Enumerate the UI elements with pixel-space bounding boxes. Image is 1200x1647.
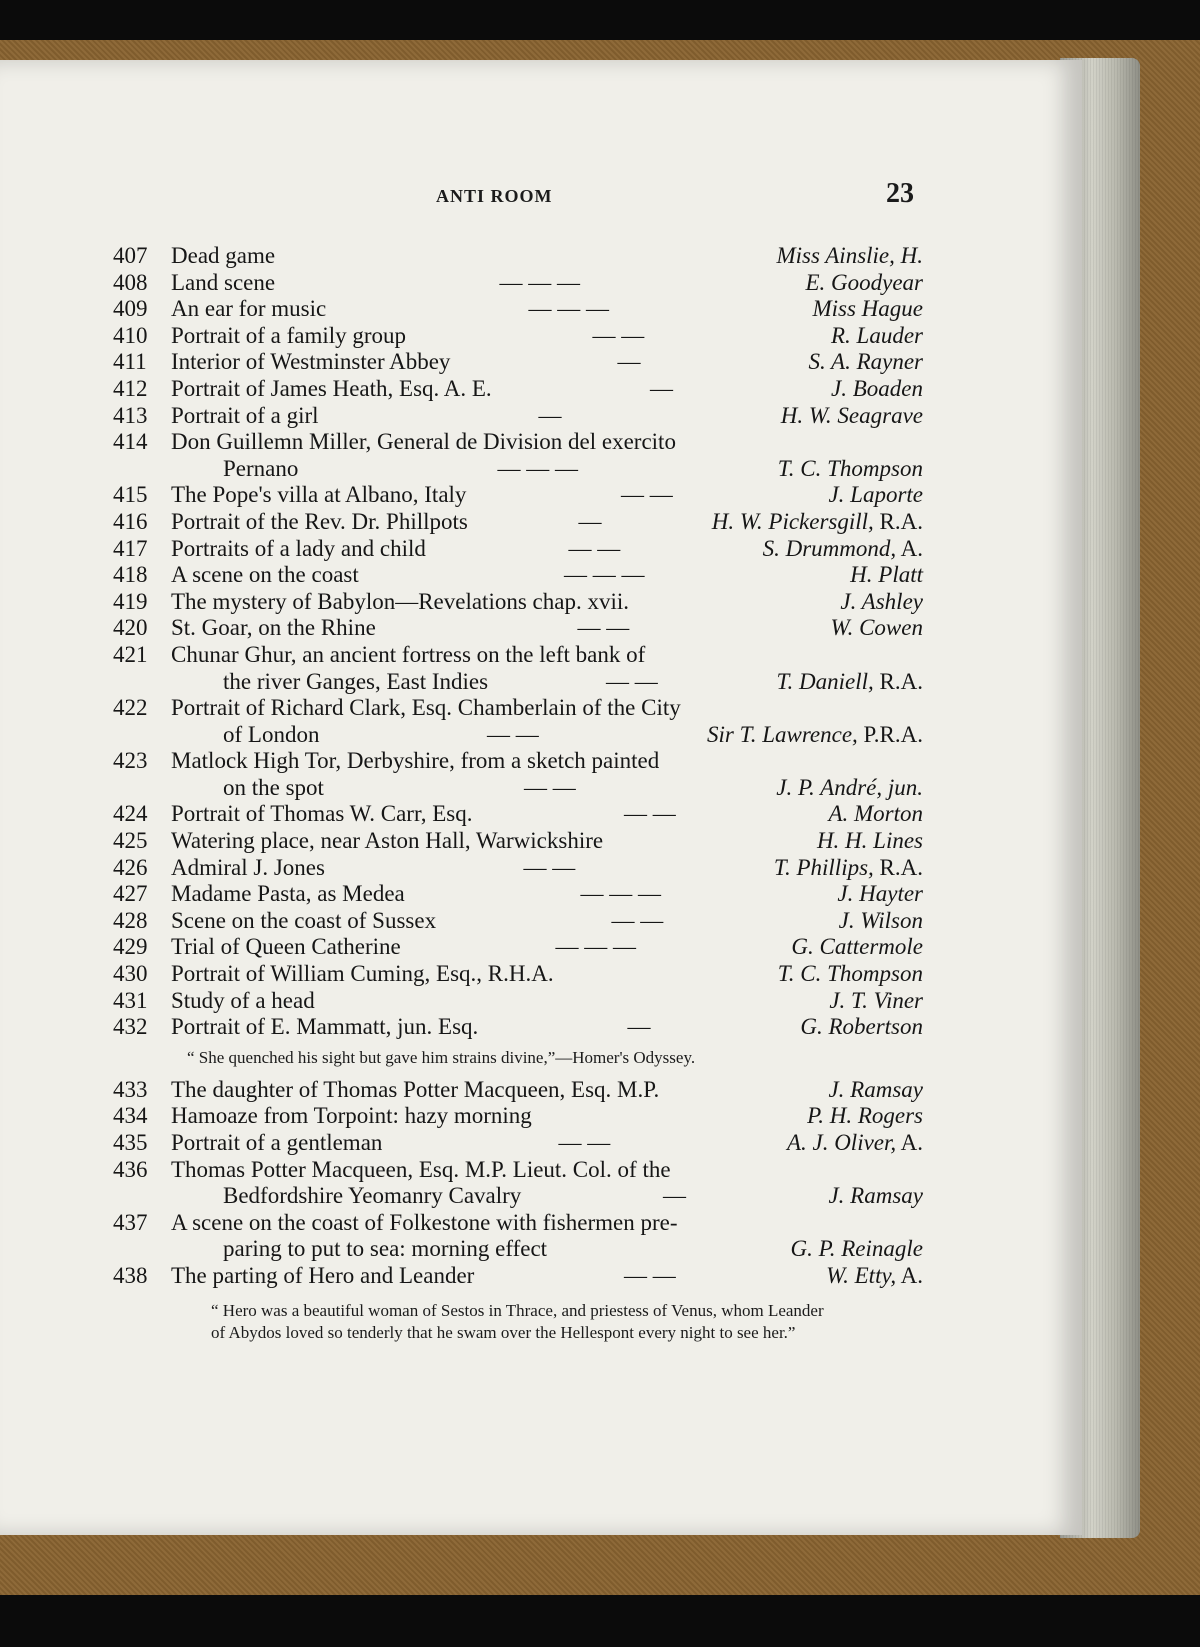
entry-number: 423 [113, 748, 148, 774]
catalogue-entry [113, 801, 923, 828]
entry-artist [787, 1130, 923, 1157]
entry-artist [817, 828, 923, 855]
artist-name: J. Ramsay [828, 1076, 923, 1102]
entry-artist [828, 1183, 923, 1210]
artist-name: E. Goodyear [805, 269, 923, 295]
entry-artist [831, 615, 923, 642]
entry-title: Study of a head [171, 987, 315, 1013]
leader-dashes: — — [592, 322, 645, 348]
artist-name: J. Ashley [840, 588, 923, 614]
entry-title: Portrait of James Heath, Esq. A. E. [171, 375, 492, 401]
entry-number: 411 [113, 349, 147, 375]
entry-artist [840, 589, 923, 616]
entry-artist [774, 855, 923, 882]
entry-title: Land scene [171, 269, 276, 295]
entry-title: Chunar Ghur, an ancient fortress on the left bank of [171, 641, 646, 667]
entry-title-continued: paring to put to sea: morning effect [223, 1236, 548, 1262]
artist-name: P. H. Rogers [807, 1103, 923, 1129]
entry-number: 418 [113, 562, 148, 588]
artist-name: J. Hayter [837, 881, 923, 907]
catalogue-entry [113, 615, 923, 642]
entry-artist [828, 482, 923, 509]
entry-number: 429 [113, 934, 148, 960]
entry-artist [763, 536, 923, 563]
entry-title-continued: the river Ganges, East Indies [223, 668, 489, 694]
entry-title: Trial of Queen Catherine [171, 934, 401, 960]
artist-name: W. Etty, [826, 1262, 897, 1288]
entry-number: 437 [113, 1209, 148, 1235]
entry-artist [776, 775, 923, 802]
leader-dashes: — — [611, 907, 664, 933]
artist-name: R. Lauder [831, 322, 923, 348]
entry-artist [800, 1014, 923, 1041]
artist-name: Sir T. Lawrence, [707, 721, 858, 747]
leader-dashes: — [650, 375, 673, 401]
catalogue-entry-continued [113, 456, 923, 483]
artist-name: H. W. Seagrave [780, 402, 923, 428]
entry-artist [831, 376, 923, 403]
catalogue-entry [113, 270, 923, 297]
leader-dashes: — — — [580, 881, 661, 907]
entry-number: 422 [113, 695, 148, 721]
leader-dashes: — — [568, 535, 621, 561]
leader-dashes: — — [621, 482, 673, 508]
catalogue-entry [113, 589, 923, 616]
entry-title: A scene on the coast of Folkestone with fishermen pre- [171, 1209, 678, 1235]
entry-title: St. Goar, on the Rhine [171, 615, 376, 641]
leader-dashes: — [627, 1014, 651, 1040]
entry-artist [776, 669, 923, 696]
leader-dashes: — [617, 349, 641, 375]
entry-title: Interior of Westminster Abbey [171, 349, 451, 375]
artist-suffix: P.R.A. [857, 721, 923, 747]
quote-hero: “ Hero was a beautiful woman of Sestos in Thrace, and priestess of Venus, whom Leander of Abydos loved so tenderly that he swam over the Hellespont every night to see her.” [211, 1300, 824, 1342]
catalogue-entry [113, 1210, 923, 1237]
artist-name: G. Robertson [800, 1014, 923, 1040]
entry-title: Portrait of Thomas W. Carr, Esq. [171, 801, 473, 827]
entry-title-continued: Pernano [223, 455, 299, 481]
entry-number: 438 [113, 1262, 148, 1288]
entry-title: Portrait of William Cuming, Esq., R.H.A. [171, 961, 554, 987]
entry-artist [828, 801, 923, 828]
artist-name: T. C. Thompson [777, 455, 923, 481]
artist-name: H. H. Lines [816, 828, 923, 854]
entry-title: Portraits of a lady and child [171, 535, 426, 561]
artist-name: Miss Ainslie, H. [776, 243, 923, 268]
artist-name: H. W. Pickersgill, [711, 508, 874, 534]
entry-number: 419 [113, 588, 148, 614]
entry-artist [826, 1263, 923, 1290]
leader-dashes: — — — [555, 934, 636, 960]
entry-number: 433 [113, 1076, 148, 1102]
entry-title: Portrait of the Rev. Dr. Phillpots [171, 508, 468, 534]
entry-number: 435 [113, 1130, 148, 1155]
entry-number: 412 [113, 375, 148, 401]
entry-list [113, 243, 923, 1041]
leader-dashes: — — [487, 721, 539, 747]
artist-name: S. A. Rayner [808, 349, 923, 375]
leader-dashes: — — — [528, 296, 609, 322]
entry-title: Thomas Potter Macqueen, Esq. M.P. Lieut. Col. of the [171, 1156, 671, 1182]
catalogue-entry [113, 349, 923, 376]
catalogue-entry [113, 642, 923, 669]
entry-artist [807, 1103, 923, 1130]
leader-dashes: — — [577, 615, 630, 641]
catalogue-entry [113, 536, 923, 563]
artist-name: W. Cowen [830, 615, 923, 641]
artist-suffix: R.A. [873, 854, 923, 880]
artist-name: J. T. Viner [829, 987, 923, 1013]
catalogue-entry [113, 1103, 923, 1130]
catalogue-entry [113, 961, 923, 988]
entry-number: 417 [113, 535, 148, 561]
entry-title: Hamoaze from Torpoint: hazy morning [171, 1103, 532, 1129]
entry-title-continued: of London [223, 721, 320, 747]
entry-title: Portrait of E. Mammatt, jun. Esq. [171, 1014, 479, 1040]
leader-dashes: — — [524, 774, 576, 800]
catalogue-entry [113, 881, 923, 908]
entry-number: 413 [113, 402, 148, 428]
entry-artist [776, 243, 923, 270]
entry-artist [828, 1077, 923, 1104]
catalogue-entry [113, 243, 923, 270]
entry-number: 416 [113, 508, 148, 534]
artist-suffix: A. [896, 1262, 923, 1288]
catalogue-entry [113, 748, 923, 775]
entry-title: Matlock High Tor, Derbyshire, from a sketch painted [171, 748, 660, 774]
catalogue-entry [113, 934, 923, 961]
entry-title-continued: on the spot [223, 774, 324, 800]
entry-number: 409 [113, 296, 148, 322]
artist-name: G. P. Reinagle [790, 1236, 923, 1262]
entry-artist [812, 296, 923, 323]
entry-list [113, 1077, 923, 1290]
catalogue-entry [113, 1077, 923, 1104]
catalogue-entry [113, 509, 923, 536]
catalogue-entry [113, 855, 923, 882]
entry-number: 424 [113, 801, 148, 827]
entry-artist [805, 270, 923, 297]
entry-title-continued: Bedfordshire Yeomanry Cavalry [223, 1183, 522, 1209]
catalogue-entry [113, 1130, 923, 1157]
catalogue-entry [113, 429, 923, 456]
entry-artist [839, 908, 923, 935]
entry-artist [791, 934, 923, 961]
entry-title: The mystery of Babylon—Revelations chap. xvii. [171, 588, 629, 614]
entry-title: Portrait of Richard Clark, Esq. Chamberlain of the City [171, 695, 681, 721]
entry-title: Dead game [171, 243, 276, 268]
leader-dashes: — — — [499, 269, 580, 295]
entry-artist [850, 562, 923, 589]
catalogue-entry [113, 1014, 923, 1041]
entry-number: 425 [113, 828, 148, 854]
leader-dashes: — — [558, 1130, 611, 1155]
artist-name: T. Phillips, [773, 854, 874, 880]
entry-artist [707, 722, 923, 749]
entry-number: 421 [113, 641, 148, 667]
entry-artist [837, 881, 923, 908]
entry-title: Admiral J. Jones [171, 854, 325, 880]
entry-number: 434 [113, 1103, 148, 1129]
artist-suffix: A. [896, 1130, 923, 1155]
entry-number: 415 [113, 482, 148, 508]
quote-homer: “ She quenched his sight but gave him strains divine,”—Homer's Odyssey. [187, 1047, 696, 1067]
artist-name: A. J. Oliver, [786, 1130, 897, 1155]
entry-artist [778, 961, 923, 988]
catalogue-entry [113, 1263, 923, 1290]
entry-title: Portrait of a gentleman [171, 1130, 383, 1155]
catalogue-entry-continued [113, 669, 923, 696]
catalogue-entry [113, 403, 923, 430]
catalogue-entry [113, 988, 923, 1015]
entry-title: Portrait of a family group [171, 322, 407, 348]
catalogue-entry [113, 1157, 923, 1184]
artist-suffix: A. [896, 535, 923, 561]
artist-name: J. Wilson [838, 907, 923, 933]
catalogue-entry [113, 376, 923, 403]
entry-title: An ear for music [171, 296, 327, 322]
artist-name: J. Ramsay [828, 1183, 923, 1209]
artist-name: H. Platt [850, 562, 923, 588]
entry-number: 426 [113, 854, 148, 880]
leader-dashes: — [663, 1183, 686, 1209]
entry-artist [781, 403, 923, 430]
leader-dashes: — — — [564, 562, 645, 588]
entry-number: 431 [113, 987, 148, 1013]
artist-name: J. Laporte [828, 482, 923, 508]
entry-number: 436 [113, 1156, 148, 1182]
entry-title: The Pope's villa at Albano, Italy [171, 482, 467, 508]
artist-name: A. Morton [828, 801, 923, 827]
leader-dashes: — — [624, 801, 676, 827]
running-title: ANTI ROOM [436, 186, 553, 206]
entry-artist [778, 456, 923, 483]
entry-number: 410 [113, 322, 148, 348]
leader-dashes: — — [606, 668, 658, 694]
page-number: 23 [886, 178, 914, 209]
entry-number: 430 [113, 961, 148, 987]
catalogue-entry [113, 482, 923, 509]
leader-dashes: — — [624, 1262, 676, 1288]
entry-number: 432 [113, 1014, 148, 1040]
entry-number: 428 [113, 907, 148, 933]
entry-number: 414 [113, 429, 148, 455]
entry-artist [712, 509, 923, 536]
entry-title: Don Guillemn Miller, General de Division del exercito [171, 429, 676, 455]
entry-title: Scene on the coast of Sussex [171, 907, 437, 933]
entry-artist [831, 323, 923, 350]
catalogue-entry [113, 828, 923, 855]
artist-name: J. Boaden [831, 375, 923, 401]
entry-number: 420 [113, 615, 148, 641]
catalogue-entry-continued [113, 722, 923, 749]
leader-dashes: — — — [497, 455, 578, 481]
entry-number: 407 [113, 243, 148, 268]
entry-title: The daughter of Thomas Potter Macqueen, Esq. M.P. [171, 1076, 660, 1102]
artist-name: J. P. André, jun. [776, 774, 923, 800]
leader-dashes: — — [523, 854, 576, 880]
artist-name: Miss Hague [812, 296, 923, 322]
catalogue-entry [113, 908, 923, 935]
leader-dashes: — [538, 402, 562, 428]
catalogue-entry-continued [113, 1183, 923, 1210]
entry-number: 427 [113, 881, 148, 907]
entry-title: A scene on the coast [171, 562, 359, 588]
catalogue-entry [113, 562, 923, 589]
artist-name: T. C. Thompson [777, 961, 923, 987]
catalogue-entry-continued [113, 775, 923, 802]
catalogue-entry [113, 296, 923, 323]
catalogue-entry [113, 695, 923, 722]
artist-suffix: R.A. [873, 508, 923, 534]
entry-number: 408 [113, 269, 148, 295]
entry-title: Portrait of a girl [171, 402, 319, 428]
catalogue-entry [113, 323, 923, 350]
entry-artist [829, 988, 923, 1015]
entry-title: Madame Pasta, as Medea [171, 881, 405, 907]
entry-title: Watering place, near Aston Hall, Warwickshire [171, 828, 604, 854]
artist-name: T. Daniell, [776, 668, 874, 694]
artist-name: S. Drummond, [762, 535, 897, 561]
catalogue-list [113, 243, 923, 1344]
artist-name: G. Cattermole [791, 934, 923, 960]
catalogue-entry-continued [113, 1236, 923, 1263]
entry-artist [791, 1236, 923, 1263]
leader-dashes: — [578, 508, 602, 534]
artist-suffix: R.A. [873, 668, 923, 694]
entry-artist [808, 349, 923, 376]
entry-title: The parting of Hero and Leander [171, 1262, 475, 1288]
